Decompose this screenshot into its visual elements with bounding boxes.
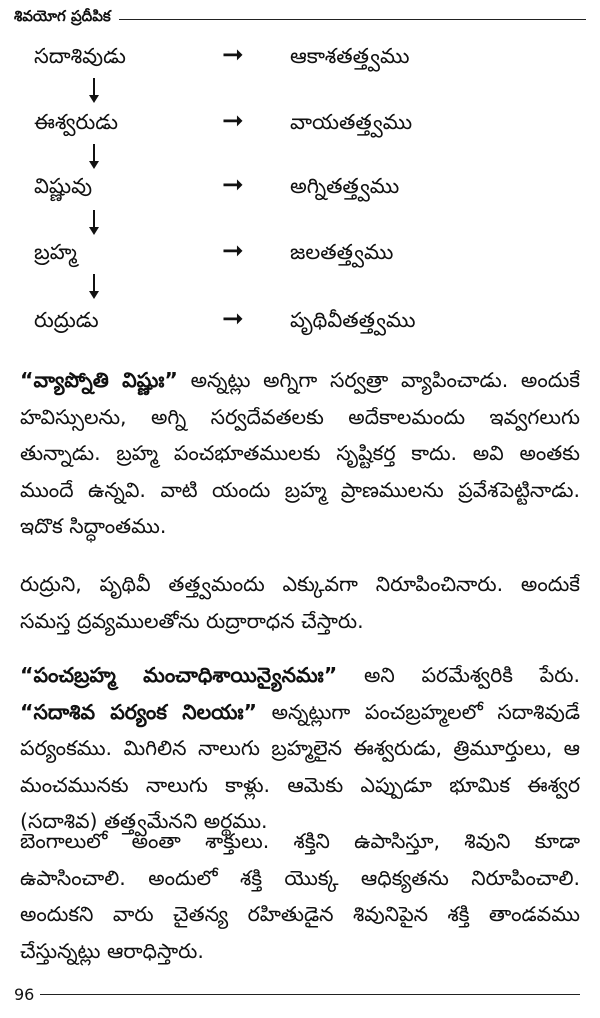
paragraph-text: రుద్రుని, పృథివీ తత్త్వమందు ఎక్కువగా నిరూపించినారు. అందుకే సమస్త ద్రవ్యములతోను రుద్రారాధన చేస్తారు. xyxy=(20,572,580,633)
paragraph-4 xyxy=(20,823,580,969)
paragraph-text: అన్నట్లుగా పంచబ్రహ్మలలో సదాశివుడే పర్యంకము. మిగిలిన నాలుగు బ్రహ్మలైన ఈశ్వరుడు, త్రిమూర్తులు, ఆ మంచమునకు నాలుగు కాళ్లు. ఆమెకు ఎప్పుడూ భూమిక ఈశ్వర (సదాశివ) తత్త్వమేనని అర్థము. xyxy=(20,699,580,833)
deity-label: బ్రహ్మ xyxy=(34,240,77,264)
page-footer xyxy=(14,981,580,1007)
chain-row xyxy=(0,40,600,80)
running-header xyxy=(14,4,586,32)
paragraph-2 xyxy=(20,566,580,639)
tattva-chain xyxy=(0,40,600,340)
right-arrow-icon: ➞ xyxy=(222,170,244,200)
paragraph-text: అని పరమేశ్వరికి పేరు. xyxy=(337,663,580,687)
paragraph-3 xyxy=(20,657,580,840)
chain-row xyxy=(0,304,600,344)
right-arrow-icon: ➞ xyxy=(222,304,244,334)
quote-panchabrahma: “పంచబ్రహ్మ మంచాధిశాయిన్యైనమః” xyxy=(20,663,338,687)
tattva-label: జలతత్త్వము xyxy=(290,240,394,264)
deity-label: రుద్రుడు xyxy=(34,308,99,332)
right-arrow-icon: ➞ xyxy=(222,236,244,266)
right-arrow-icon: ➞ xyxy=(222,40,244,70)
chain-row xyxy=(0,236,600,276)
down-arrow-icon xyxy=(88,210,100,236)
tattva-label: అగ్నితత్త్వము xyxy=(290,174,400,198)
tattva-label: ఆకాశతత్త్వము xyxy=(290,44,410,68)
chain-row xyxy=(0,106,600,146)
deity-label: సదాశివుడు xyxy=(34,44,126,68)
right-arrow-icon: ➞ xyxy=(222,106,244,136)
down-arrow-icon xyxy=(88,78,100,104)
tattva-label: వాయతత్త్వము xyxy=(290,110,413,134)
chain-row xyxy=(0,170,600,210)
down-arrow-icon xyxy=(88,274,100,300)
header-rule xyxy=(119,19,586,20)
quote-sadashiva: “సదాశివ పర్యంక నిలయః” xyxy=(20,699,258,724)
book-title: శివయోగ ప్రదీపిక xyxy=(14,7,111,25)
quote-vyapnoti: “వ్యాప్నోతి విష్ణుః” xyxy=(20,368,178,392)
paragraph-1 xyxy=(20,362,580,545)
page-number: 96 xyxy=(14,984,35,1004)
down-arrow-icon xyxy=(88,144,100,170)
paragraph-text: బెంగాలులో అంతా శాక్తులు. శక్తిని ఉపాసిస్తూ, శివుని కూడా ఉపాసించాలి. అందులో శక్తి యొక్క ఆధిక్యతను నిరూపించాలి. అందుకని వారు చైతన్య రహితుడైన శివునిపైన శక్తి తాండవము చేస్తున్నట్లు ఆరాధిస్తారు. xyxy=(20,829,580,963)
deity-label: ఈశ్వరుడు xyxy=(34,110,119,134)
tattva-label: పృథివీతత్త్వము xyxy=(290,308,416,332)
deity-label: విష్ణువు xyxy=(34,174,93,198)
paragraph-text: అన్నట్లు అగ్నిగా సర్వత్రా వ్యాపించాడు. అందుకే హవిస్సులను, అగ్ని సర్వదేవతలకు అదేకాలమందు ఇవ్వగలుగు తున్నాడు. బ్రహ్మ పంచభూతములకు సృష్టికర్త కాదు. అవి అంతకు ముందే ఉన్నవి. వాటి యందు బ్రహ్మ ప్రాణములను ప్రవేశపెట్టినాడు. ఇదొక సిద్ధాంతము. xyxy=(20,368,580,538)
footer-rule xyxy=(40,994,580,995)
